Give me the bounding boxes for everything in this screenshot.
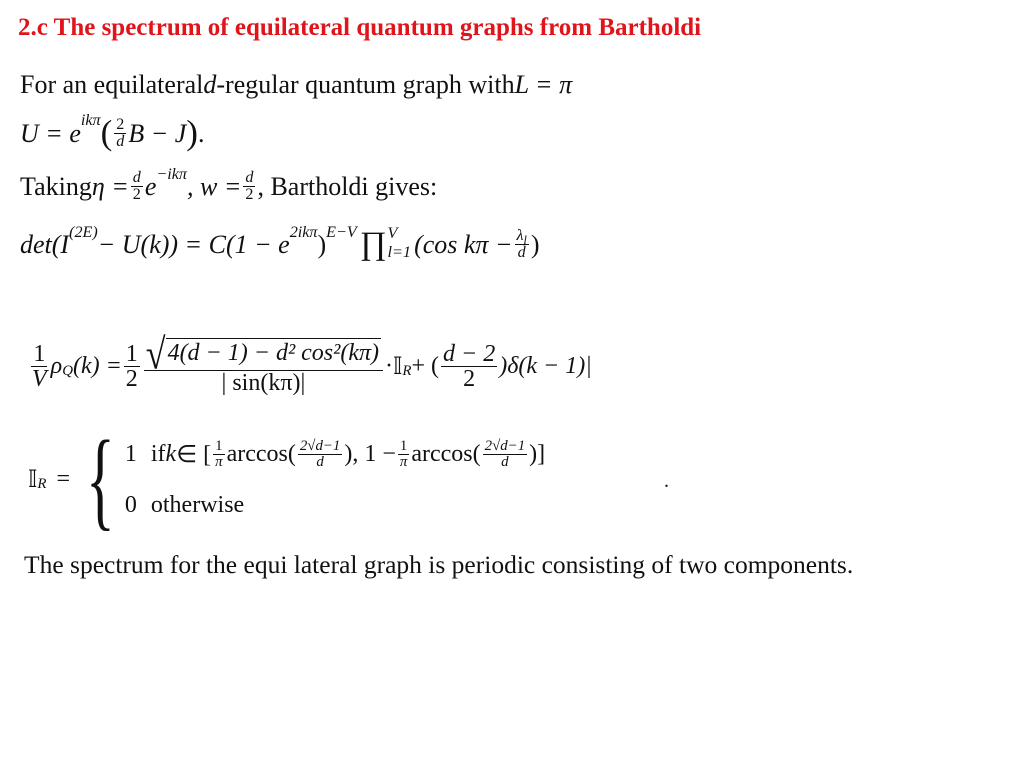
taking-line [20,165,438,204]
intro-text-a: For an equilateral [20,70,204,99]
case-one-value: 1 [124,441,137,467]
bartholdi-gives: , Bartholdi gives: [257,171,438,201]
delta-term: )δ(k − 1)| [499,353,592,380]
intro-sentence [20,70,572,100]
sqrt-fraction: √ 4(d − 1) − d² cos²(kπ) | sin(kπ)| [144,338,383,395]
length-equation: L = π [514,70,573,99]
unitary-lhs: U = e [20,118,81,148]
rho-subscript: Q [62,363,73,380]
unitary-exponent: ikπ [80,112,101,130]
rho-argument: (k) = [72,353,122,380]
determinant-equation [20,223,540,263]
indicator-symbol: 𝕀 [392,354,403,381]
exp-base: e [144,171,157,201]
d-over-2-fraction: $\frac{d}{2}$ [132,169,141,204]
dot-operator: · [384,353,393,380]
indicator-subscript: R [402,363,412,380]
equals-sign: = [56,465,71,492]
case-two-value: 0 [124,491,137,518]
plus-operator: + ( [411,353,440,380]
exp-neg: −ikπ [156,165,187,183]
unitary-equation [20,112,205,152]
det-lhs: det(I [20,229,70,259]
cos-term: (cos kπ − [414,229,513,259]
left-paren: ( [100,113,113,152]
power-e-minus-v: E−V [326,223,357,241]
density-formula [28,329,592,397]
taking-text: Taking [20,171,92,201]
lambda-over-d-fraction: $\frac{\lambda_l}{d}$ [516,227,527,262]
det-close-paren: ) [317,229,327,259]
rho-symbol: ρ [50,353,63,380]
case-two [125,492,545,519]
trailing-period: . [664,470,669,492]
slide-title: 2.c The spectrum of equilateral quantum graphs from Bartholdi [18,14,702,41]
case-two-condition: otherwise [150,491,245,518]
case-one [125,439,545,470]
intro-var-d: d [203,70,217,99]
w-fraction: $\frac{d}{2}$ [245,169,254,204]
det-middle: − U(k)) = C(1 − e [97,229,290,259]
product-symbol: ∏ V l=1 [359,224,412,263]
eta-lhs: η = [91,171,129,201]
det-final-paren: ) [530,229,540,259]
product-lower: l=1 [387,242,412,261]
left-brace: { [85,418,115,540]
one-half-fraction: $\frac{1}{2}$ [125,341,138,393]
intro-text-b: -regular quantum graph with [216,70,515,99]
product-upper: V [387,224,398,242]
det-superscript: (2E) [69,223,98,241]
unitary-rest: B − J [128,118,187,148]
two-over-d-fraction: $\frac{2}{d}$ [116,115,125,151]
indicator-definition [28,418,546,540]
right-paren: ) [186,113,198,152]
one-over-v-fraction: $\frac{1}{V}$ [32,341,47,393]
exp-2ikpi: 2ikπ [289,223,318,241]
indicator-symbol-lhs: 𝕀 [28,466,38,493]
case-one-condition: if k ∈ [ $\frac{1}{\pi}$ arccos( $\frac{2√d-1}{d}$ ), 1 − $\frac{1}{\pi}$ arccos( $\frac{2√d-1}{d}$ )] [150,438,546,470]
w-lhs: , w = [186,171,242,201]
d-minus-2-over-2-fraction: $\frac{d - 2}{2}$ [443,341,496,393]
unitary-period: . [197,118,205,148]
footer-sentence: The spectrum for the equi lateral graph is periodic consisting of two components. [24,550,854,579]
cases-list [125,439,545,519]
indicator-subscript-lhs: R [37,475,47,492]
sqrt-icon: √ [145,329,166,378]
